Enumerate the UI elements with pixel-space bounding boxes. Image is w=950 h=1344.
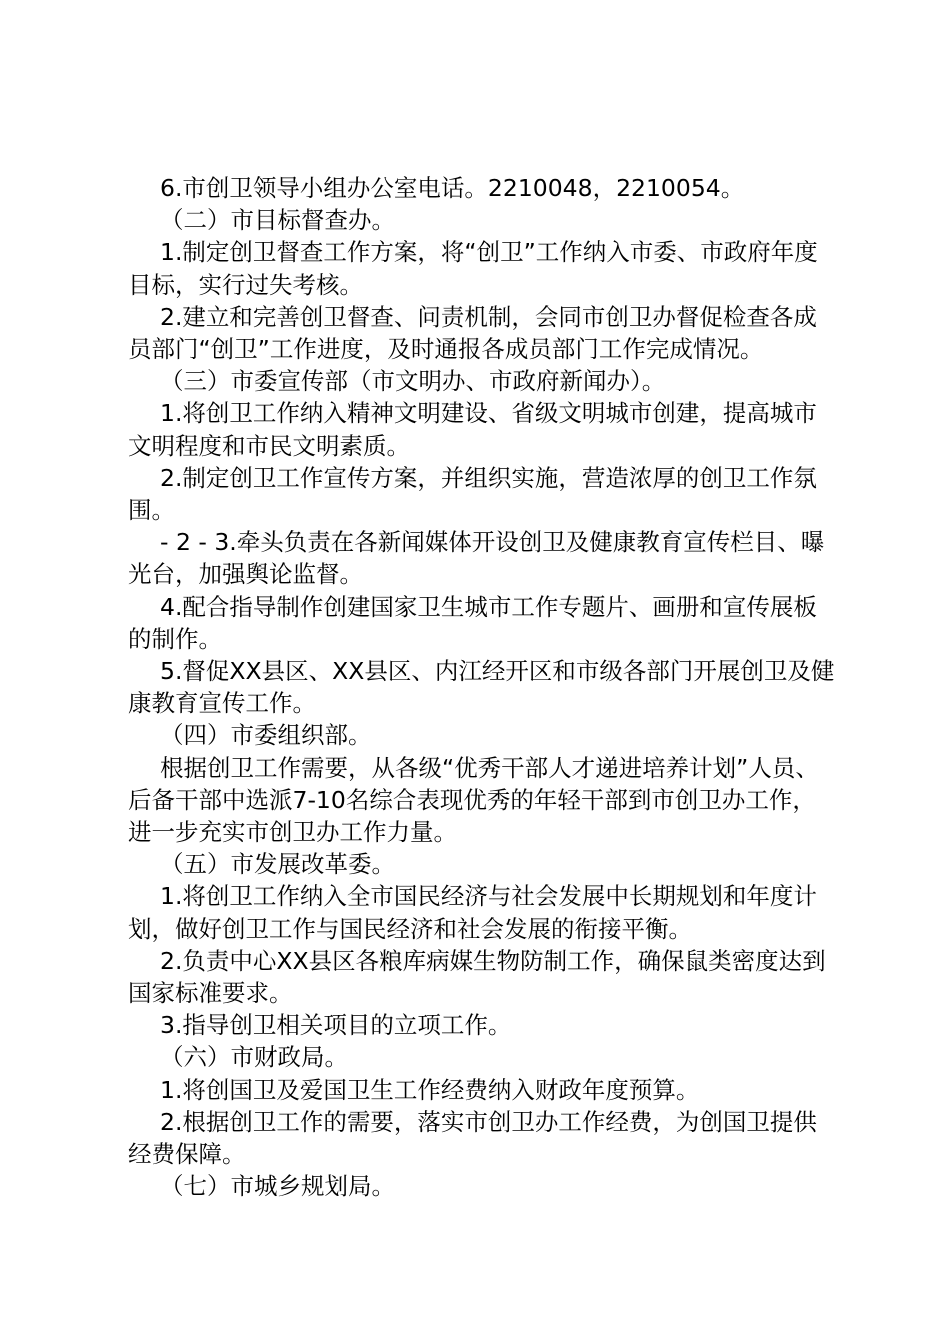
section-heading-3: （三）市委宣传部（市文明办、市政府新闻办）。: [160, 367, 666, 396]
paragraph-3-3: - 2 - 3.牵头负责在各新闻媒体开设创卫及健康教育宣传栏目、曝光台，加强舆论监督。: [128, 528, 825, 589]
paragraph-3-4: 4.配合指导制作创建国家卫生城市工作专题片、画册和宣传展板的制作。: [128, 592, 817, 653]
paragraph-2-2: 2.建立和完善创卫督查、问责机制，会同市创卫办督促检查各成员部门“创卫”工作进度，及时通报各成员部门工作完成情况。: [128, 302, 817, 364]
paragraph-3-1: 1.将创卫工作纳入精神文明建设、省级文明城市创建，提高城市文明程度和市民文明素质。: [128, 399, 817, 460]
section-heading-2: （二）市目标督查办。: [160, 206, 395, 235]
paragraph-phone: 6.市创卫领导小组办公室电话。2210048，2210054。: [160, 174, 745, 202]
section-heading-7: （七）市城乡规划局。: [160, 1172, 395, 1201]
paragraph-3-5: 5.督促XX县区、XX县区、内江经开区和市级各部门开展创卫及健康教育宣传工作。: [128, 657, 835, 718]
section-heading-6: （六）市财政局。: [160, 1043, 348, 1072]
paragraph-3-2: 2.制定创卫工作宣传方案，并组织实施，营造浓厚的创卫工作氛围。: [128, 463, 817, 525]
paragraph-5-1: 1.将创卫工作纳入全市国民经济与社会发展中长期规划和年度计划，做好创卫工作与国民经济和社会发展的衔接平衡。: [128, 882, 817, 943]
paragraph-5-3: 3.指导创卫相关项目的立项工作。: [160, 1011, 512, 1040]
paragraph-2-1: 1.制定创卫督查工作方案，将“创卫”工作纳入市委、市政府年度目标，实行过失考核。: [128, 238, 818, 299]
paragraph-6-2: 2.根据创卫工作的需要，落实市创卫办工作经费，为创国卫提供经费保障。: [128, 1107, 817, 1169]
paragraph-6-1: 1.将创国卫及爱国卫生工作经费纳入财政年度预算。: [160, 1075, 700, 1104]
section-heading-5: （五）市发展改革委。: [160, 850, 395, 879]
section-heading-4: （四）市委组织部。: [160, 721, 372, 750]
paragraph-5-2: 2.负责中心XX县区各粮库病媒生物防制工作，确保鼠类密度达到国家标准要求。: [128, 946, 826, 1008]
paragraph-4-1: 根据创卫工作需要，从各级“优秀干部人才递进培养计划”人员、后备干部中选派7-10名综合表现优秀的年轻干部到市创卫办工作，进一步充实市创卫办工作力量。: [128, 753, 819, 847]
document-body: [128, 172, 838, 1203]
